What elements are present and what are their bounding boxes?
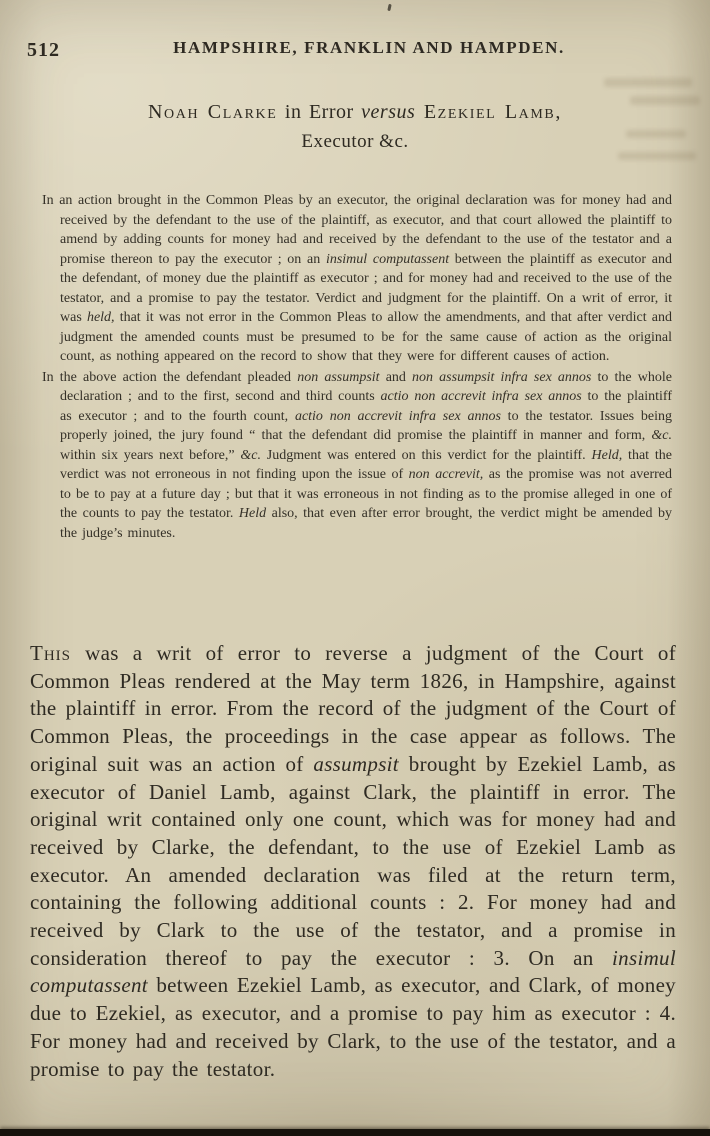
case-title-line-1: Noah Clarke in Error versus Ezekiel Lamb, xyxy=(148,101,562,123)
scan-bottom-edge xyxy=(0,1129,710,1136)
headnote xyxy=(42,191,672,544)
opinion-paragraph-1: This was a writ of error to reverse a judgment of the Court of Common Pleas rendered at the May term 1826, in Hampshire, against the plaintiff in error. From the record of the judgment of the Court of Common Pleas, the proceedings in the case appear as follows. The original suit was an action of assumpsit brought by Ezekiel Lamb, as executor of Daniel Lamb, against Clark, the plaintiff in error. The original writ contained only one count, which was for money had and received by Clarke, the defendant, to the use of Ezekiel Lamb as executor. An amended declaration was filed at the return term, containing the following additional counts : 2. For money had and received by Clark to the use of the testator, and a promise in consideration thereof to pay the executor : 3. On an insimul computassent between Ezekiel Lamb, as executor, and Clark, of money due to Ezekiel, as executor, and a promise to pay him as executor : 4. For money had and received by Clark, to the use of the testator, and a promise to pay the testator. xyxy=(30,641,676,1081)
case-title xyxy=(0,101,710,153)
headnote-paragraph-2: In the above action the defendant pleaded non assumpsit and non assumpsit infra sex annos to the whole declaration ; and to the first, second and third counts actio non accrevit infra sex annos to the plaintiff as executor ; and to the fourth count, actio non accrevit infra sex annos to the testator. Issues being properly joined, the jury found “ that the defendant did promise the plaintiff in manner and form, &c. within six years next before,” &c. Judgment was entered on this verdict for the plaintiff. Held, that the verdict was not erroneous in not finding upon the issue of non accrevit, as the promise was not averred to be to pay at a future day ; but that it was erroneous in not finding as to the promise alleged in one of the counts to pay the testator. Held also, that even after error brought, the verdict might be amended by the judge’s minutes. xyxy=(42,369,673,541)
page-number: 512 xyxy=(27,39,60,61)
page-header xyxy=(0,38,710,66)
headnote-paragraph-1: In an action brought in the Common Pleas by an executor, the original declaration was for money had and received by the defendant to the use of the plaintiff, as executor, and that court allowed the plaintiff to amend by adding counts for money had and received by the defendant to the use of the testator and a promise thereon to pay the executor ; on an insimul computassent between the plaintiff as executor and the defendant, of money due the plaintiff as executor ; and for money had and received to the use of the testator, and a promise to pay the testator. Verdict and judgment for the plaintiff. On a writ of error, it was held, that it was not error in the Common Pleas to allow the amendments, and that after verdict and judgment the amended counts must be presumed to be for the same cause of action as the original count, as nothing appeared on the record to show that they were for different causes of action. xyxy=(42,193,672,364)
scan-speck xyxy=(387,4,391,11)
opinion-text xyxy=(30,640,676,1083)
ink-bleedthrough-smudge xyxy=(604,78,692,87)
running-head: HAMPSHIRE, FRANKLIN AND HAMPDEN. xyxy=(173,38,565,57)
ink-bleedthrough-smudge xyxy=(618,152,696,160)
case-title-line-2: Executor &c. xyxy=(301,131,409,152)
